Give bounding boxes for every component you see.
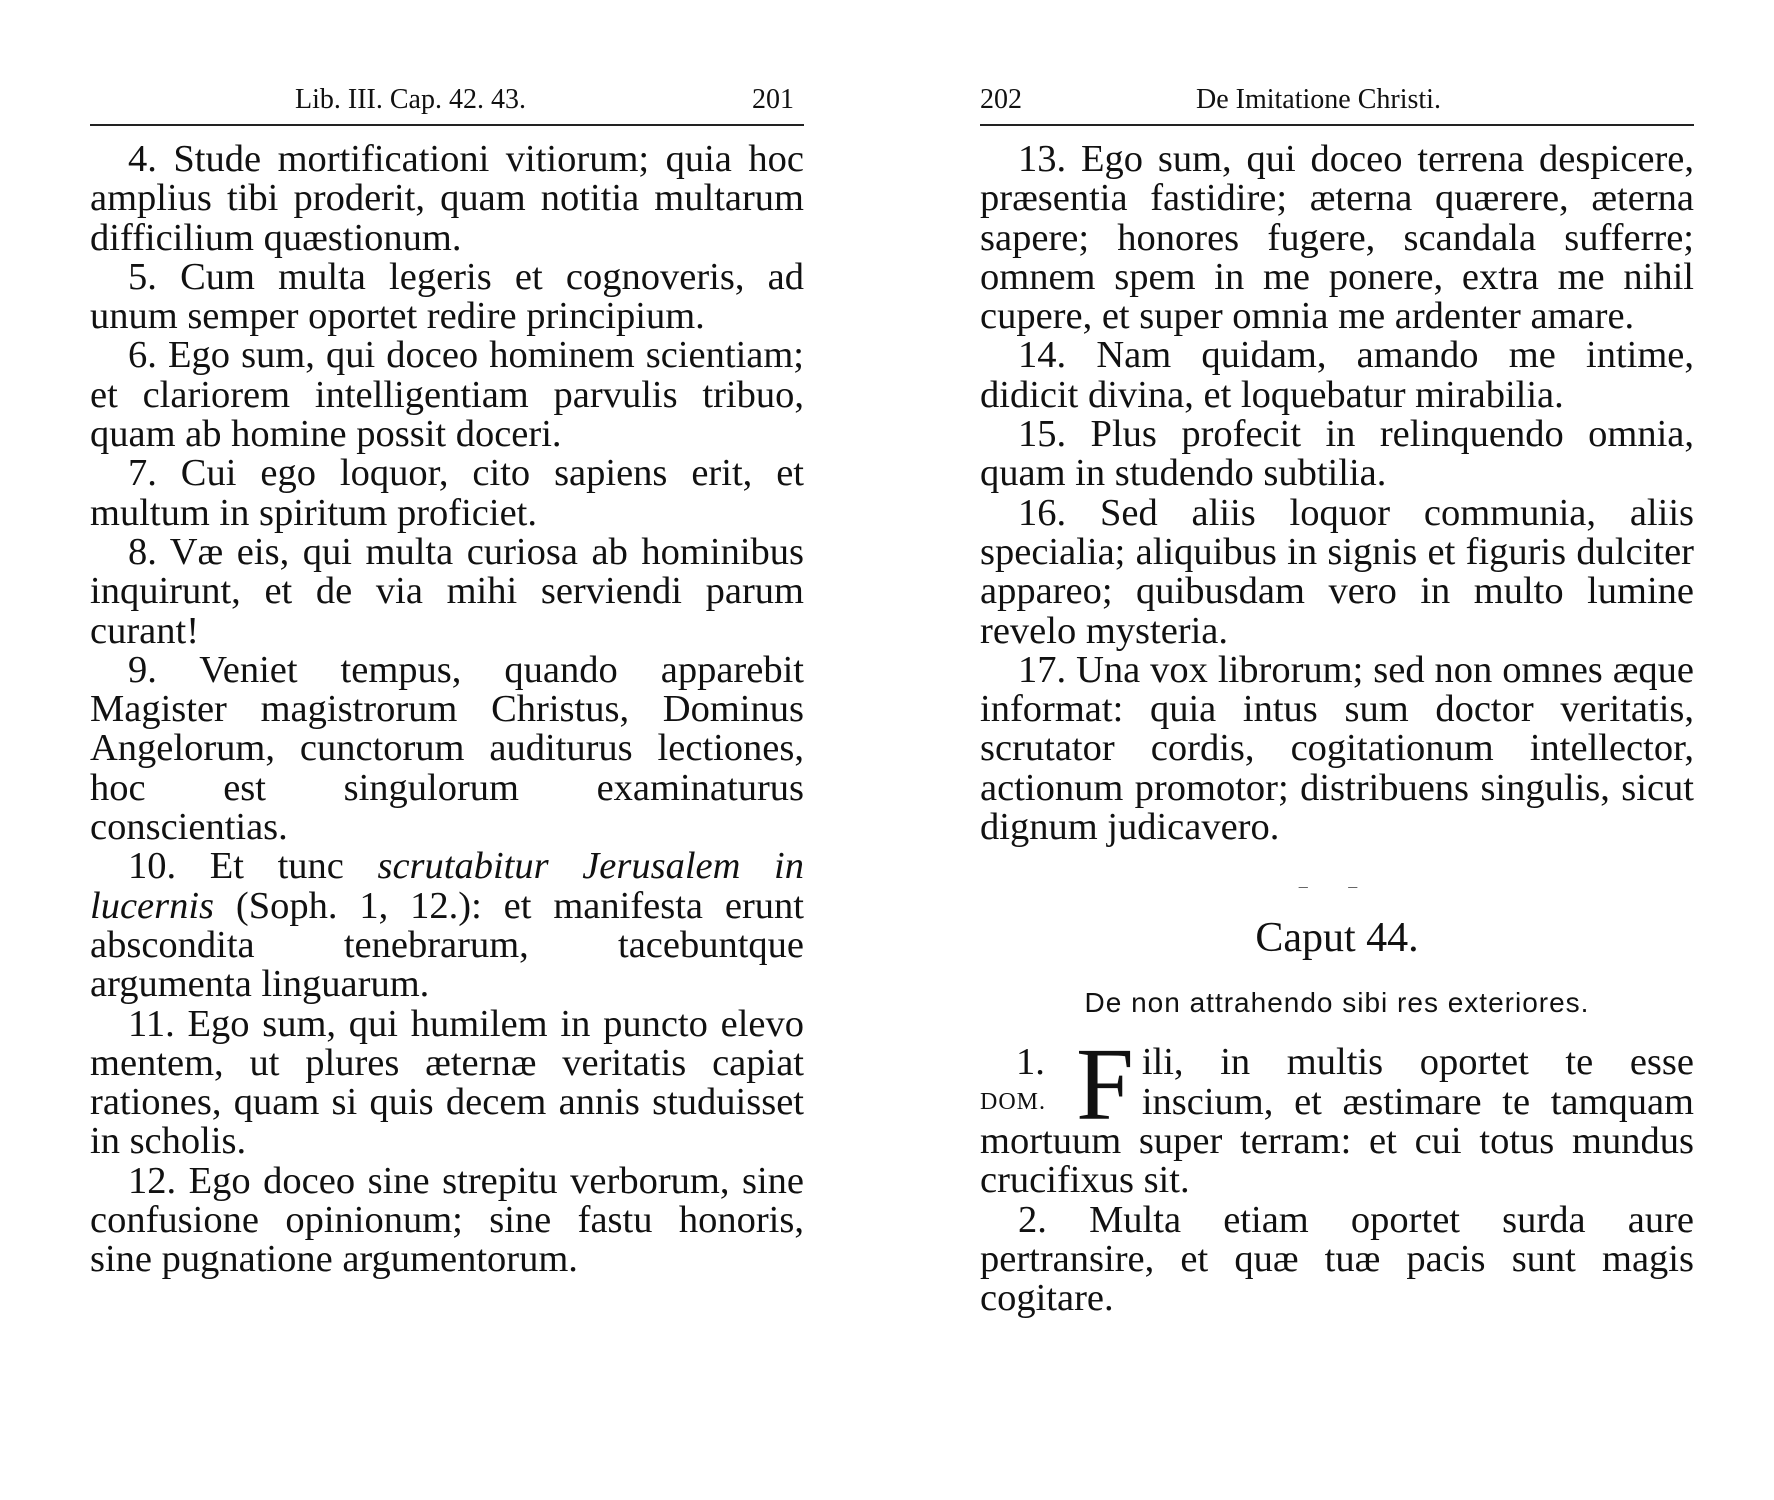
page-number: 201 [752,84,794,115]
paragraph: 14. Nam quidam, amando me intime, didicit divina, et loquebatur mirabilia. [980,334,1694,416]
paragraph: 16. Sed aliis loquor communia, aliis specialia; aliquibus in signis et figuris dulciter appareo; quibusdam vero in multo lumine revelo mysteria. [980,491,1694,652]
paragraph: 2. Multa etiam oportet surda aure pertransire, et quæ tuæ pacis sunt magis cogitare. [980,1198,1694,1320]
running-title: Lib. III. Cap. 42. 43. [295,84,526,115]
section-separator: – – [1298,876,1376,897]
page-number: 202 [980,84,1022,115]
chapter-heading: Caput 44. [1255,915,1419,962]
paragraph-10-end: (Soph. 1, 12.): et manifesta erunt abscondita tenebrarum, tacebuntque argumenta linguarum. [90,884,804,1006]
paragraph: 7. Cui ego loquor, cito sapiens erit, et multum in spiritum proficiet. [90,452,804,534]
header-rule [90,124,804,126]
paragraph: 11. Ego sum, qui humilem in puncto elevo mentem, ut plures æternæ veritatis capiat rationes, quam si quis decem annis studuisset in scholis. [90,1002,804,1163]
paragraph: 4. Stude mortificationi vitiorum; quia hoc amplius tibi proderit, quam notitia multarum difficilium quæstionum. [90,138,804,259]
scripture-quote: scrutabitur Jerusalem in lucernis [90,845,804,927]
paragraph: 9. Veniet tempus, quando apparebit Magister magistrorum Christus, Dominus Angelorum, cunctorum auditurus lectiones, hoc est singulorum examinaturus conscientias. [90,648,804,849]
right-page [980,78,1694,1318]
first-paragraph [980,1027,1694,1202]
left-page-header [90,78,804,122]
right-page-header [980,78,1694,122]
verse-number: 1. [1016,1041,1045,1084]
running-title: De Imitatione Christi. [1196,84,1441,115]
drop-cap: F [1076,1027,1134,1143]
paragraph: 5. Cum multa legeris et cognoveris, ad unum semper oportet redire principium. [90,255,804,338]
header-rule [980,124,1694,126]
first-paragraph-text: ili, in multis oportet te esse inscium, et æstimare te tamquam mortuum super terram: et cui totus mundus crucifixus sit. [980,1041,1694,1202]
paragraph: 8. Væ eis, qui multa curiosa ab hominibus inquirunt, et de via mihi serviendi parum curant! [90,530,804,652]
paragraph-10 [90,847,804,1004]
paragraph: 6. Ego sum, qui doceo hominem scientiam; et clariorem intelligentiam parvulis tribuo, quam ab homine possit doceri. [90,334,804,456]
paragraph-10-start: 10. Et tunc [128,845,378,888]
paragraph: 17. Una vox librorum; sed non omnes æque informat: quia intus sum doctor veritatis, scrutator cordis, cogitationum intellector, actionum promotor; distribuens singulis, sicut dignum judicavero. [980,648,1694,849]
paragraph: 12. Ego doceo sine strepitu verborum, sine confusione opinionum; sine fastu honoris, sine pugnatione argumentorum. [90,1159,804,1281]
paragraph: 15. Plus profecit in relinquendo omnia, quam in studendo subtilia. [980,413,1694,495]
speaker-label: DOM. [980,1089,1047,1116]
paragraph: 13. Ego sum, qui doceo terrena despicere, præsentia fastidire; æterna quærere, æterna sapere; honores fugere, scandala sufferre; omnem spem in me ponere, extra me nihil cupere, et super omnia me ardenter amare. [980,138,1694,338]
chapter-subtitle: De non attrahendo sibi res exteriores. [1084,987,1590,1019]
left-page [90,78,804,1280]
